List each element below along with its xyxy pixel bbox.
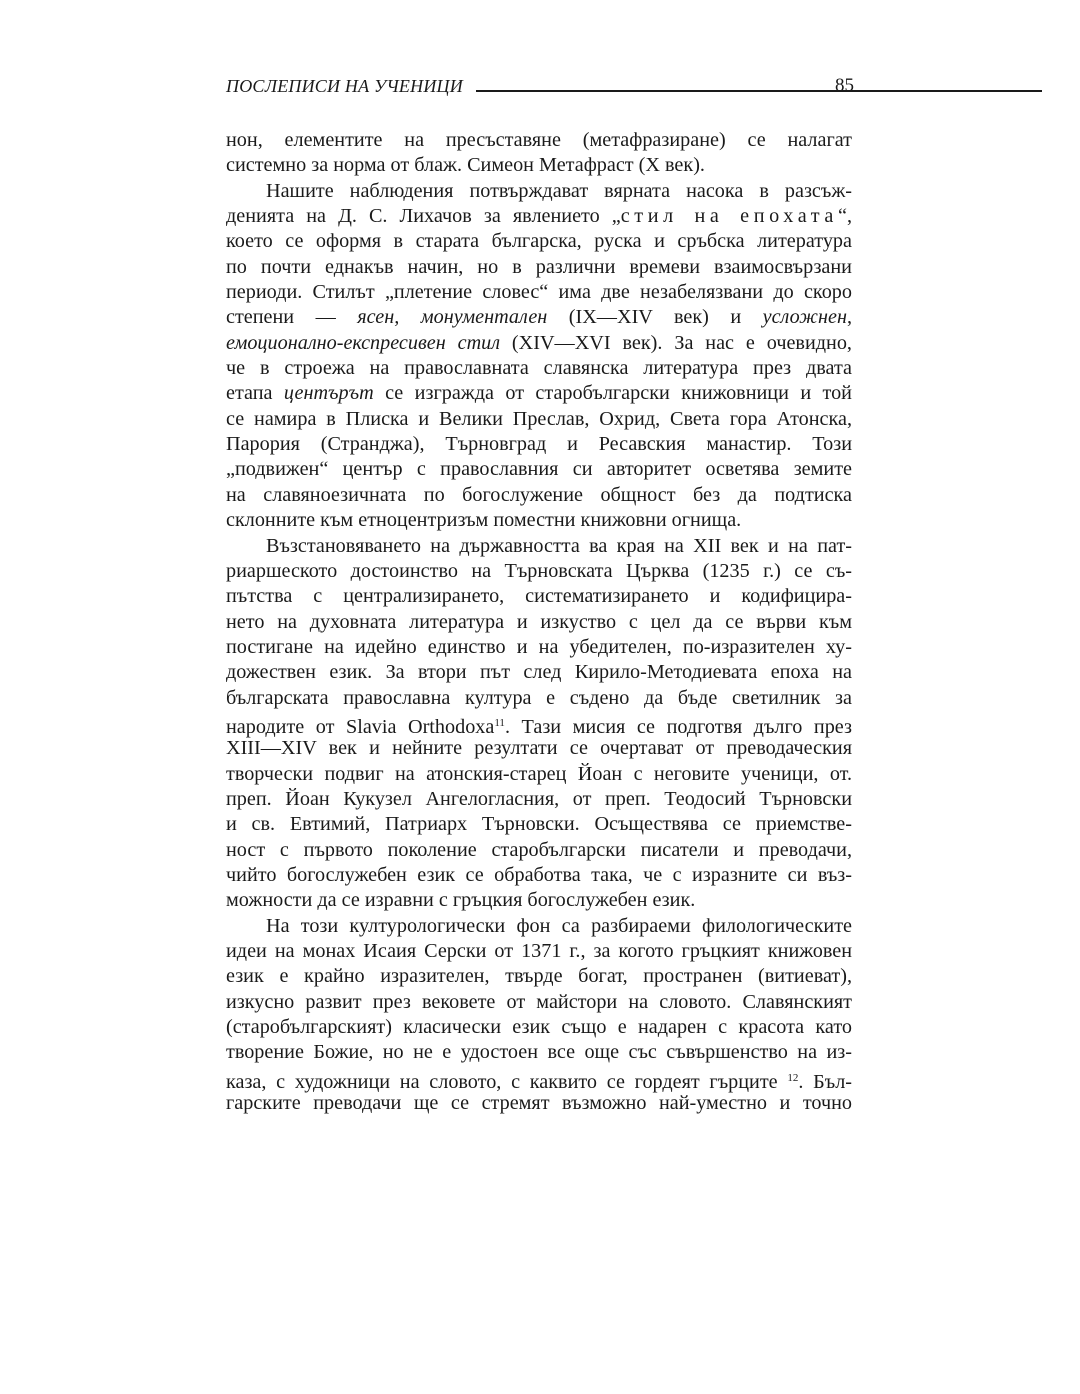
text-line: емоционално-експресивен стил (XIV—XVI век). За нас е очевидно, [226,331,852,354]
text-line: народите от Slavia Orthodoxa$^{11}$. Тази мисия се подготвя дълго през [226,715,852,738]
text-line: се намира в Плиска и Велики Преслав, Охрид, Света гора Атонска, [226,407,852,430]
text-line: език е крайно изразителен, твърде богат, пространен (витиеват), [226,965,852,988]
italic-term: центърът [283,382,374,405]
text-line: системно за норма от блаж. Симеон Метафраст (X век). [226,154,705,177]
text-line: българската православна култура е съдено да бъде светилник за [226,686,852,709]
italic-term: усложнен [762,306,847,329]
spaced-term: стил на епохата [620,205,838,228]
running-title: ПОСЛЕПИСИ НА УЧЕНИЦИ [226,76,463,96]
text-line: и св. Евтимий, Патриарх Търновски. Осъществява се приемстве- [226,813,852,836]
body-text [226,128,852,1116]
text-line: денията на Д. С. Лихачов за явлението „стил на епохата“, [226,205,852,228]
text-line: на славяноезичната по богослужение общност без да подтиска [226,483,852,506]
text-line: риаршеското достоинство на Търновската Църква (1235 г.) се съ- [226,559,852,582]
text-line: изкусно развит през вековете от майстори на словото. Славянският [226,990,852,1013]
text-line: чийто богослужебен език се обработва така, че с изразните си въз- [226,863,852,886]
text-line: дожествен език. За втори път след Кирило-Методиевата епоха на [226,661,852,684]
text-line: периоди. Стилът „плетение словес“ има две незабелязвани до скоро [226,281,852,304]
text-line: „подвижен“ център с православния си авторитет осветява земите [226,458,852,481]
text-line: можности да се изравни с гръцкия богослужебен език. [226,889,696,912]
text-line: което се оформя в старата българска, руска и сръбска литература [226,230,852,253]
text-line: нон, елементите на пресъставяне (метафразиране) се налагат [226,129,852,151]
text-line: творение Божие, но не е удостоен все още със съвършенство на из- [226,1041,852,1064]
paragraph-start: Нашите наблюдения потвърждават вярната насока в разсъж- [266,179,852,202]
text-line: че в строежа на православната славянска литература през двата [226,357,852,380]
footnote-ref: 11 [494,716,505,729]
text-line: склонните към етноцентризъм поместни книжовни огнища. [226,509,742,532]
header-rule [476,90,1042,92]
text-line: идеи на монах Исаия Серски от 1371 г., за когото гръцкият книжовен [226,940,852,962]
text-line: нето на духовната литература и изкуство с цел да се върви към [226,610,852,633]
italic-term: емоционално-експресивен стил [226,331,501,354]
text-line: пътства с централизирането, систематизирането и кодифицира- [226,585,852,608]
paragraph-start: На този културологически фон са разбираеми филологическите [266,914,852,937]
text-line: постигане на идейно единство и на убедителен, по-изразителен ху- [226,635,852,658]
text-line: Парория (Странджа), Търновград и Ресавския манастир. Този [226,433,852,456]
text-line: етапа центърът се изгражда от старобългарски книжовници и той [226,382,852,405]
text-line: ност с първото поколение старобългарски писатели и преводачи, [226,838,852,861]
text-line: по почти еднакъв начин, но в различни времеви взаимосвързани [226,255,852,278]
text-line: (старобългарският) класически език също е надарен с красота като [226,1016,852,1039]
text-line: гарските преводачи ще се стремят възможно най-уместно и точно [226,1092,852,1115]
text-line: степени — ясен, монументален (IX—XIV век) и усложнен, [226,306,852,329]
footnote-ref: 12 [787,1071,799,1084]
italic-term: ясен, монументален [357,306,548,329]
text-line: каза, с художници на словото, с каквито се гордеят гърците $^{12}$. Бъл- [226,1070,853,1093]
text-line: творчески подвиг на атонския-старец Йоан с неговите ученици, от. [226,762,852,785]
running-header [226,74,856,100]
text-line: преп. Йоан Кукузел Ангелогласния, от преп. Теодосий Търновски [226,787,852,810]
text-line: XIII—XIV век и нейните резултати се очертават от преводаческия [226,737,852,760]
page-number: 85 [835,75,854,96]
paragraph-start: Възстановяването на държавността ва края на XII век и на пат- [266,534,852,557]
